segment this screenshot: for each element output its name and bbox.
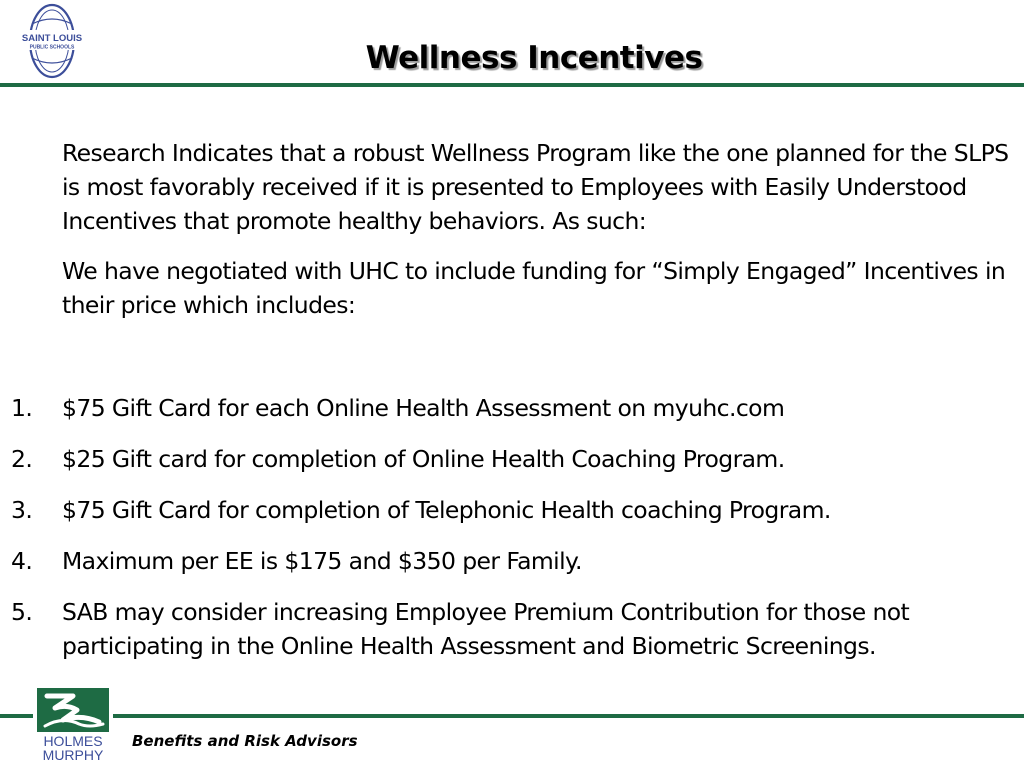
list-text: SAB may consider increasing Employee Premium Contribution for those not participating in the Online Health Assessment and Biometric Screenings. [62, 598, 910, 660]
list-number: 3. [11, 496, 33, 524]
incentives-list [0, 391, 1024, 680]
negotiation-paragraph: We have negotiated with UHC to include funding for “Simply Engaged” Incentives in their price which includes: [62, 257, 1006, 319]
list-item [0, 442, 1012, 476]
footer-divider [0, 714, 1024, 718]
list-text: $25 Gift card for completion of Online Health Coaching Program. [62, 445, 785, 473]
list-text: Maximum per EE is $175 and $350 per Family. [62, 547, 582, 575]
intro-paragraph: Research Indicates that a robust Wellness Program like the one planned for the SLPS is most favorably received if it is presented to Employees with Easily Understood Incentives that promote healthy behaviors. As such: [62, 139, 1009, 235]
logo-text-line2: PUBLIC SCHOOLS [29, 44, 75, 51]
list-text: $75 Gift Card for completion of Telephonic Health coaching Program. [62, 496, 831, 524]
logo-line2: MURPHY [42, 747, 104, 763]
holmes-murphy-logo [33, 686, 113, 766]
list-item [0, 391, 1012, 425]
list-item [0, 595, 1012, 663]
slide-title: Wellness Incentives [365, 40, 703, 76]
header-divider [0, 83, 1024, 87]
footer-tagline: Benefits and Risk Advisors [132, 732, 358, 750]
logo-text-line1: SAINT LOUIS [21, 33, 83, 44]
list-number: 5. [11, 598, 33, 626]
list-item [0, 544, 1012, 578]
list-number: 2. [11, 445, 33, 473]
list-item [0, 493, 1012, 527]
list-text: $75 Gift Card for each Online Health Assessment on myuhc.com [62, 394, 785, 422]
list-number: 1. [11, 394, 33, 422]
logo-line1: HOLMES [43, 733, 103, 749]
list-number: 4. [11, 547, 33, 575]
